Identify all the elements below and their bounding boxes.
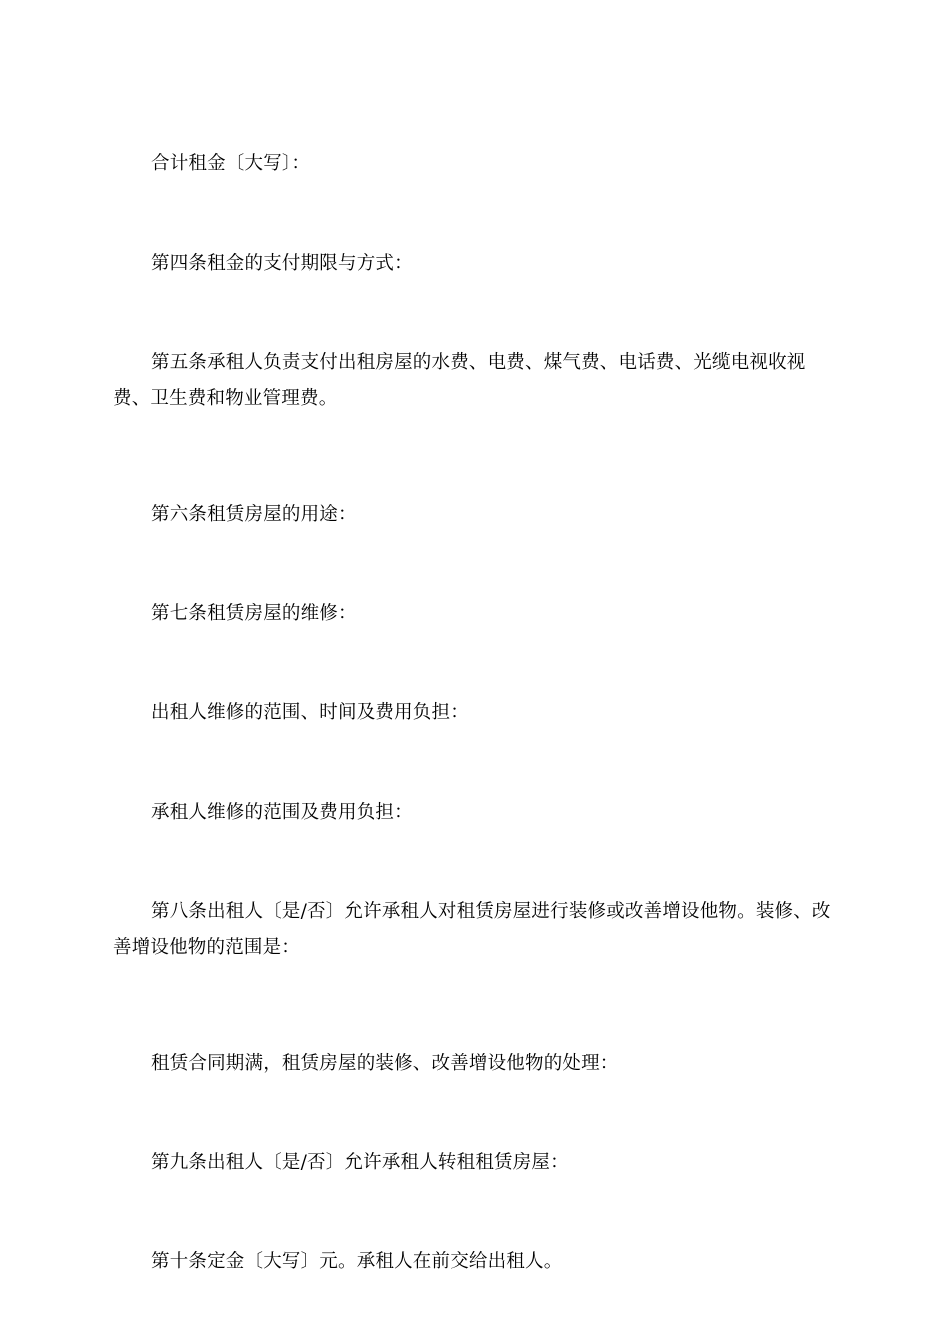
paragraph-article-9: 第九条出租人〔是/否〕允许承租人转租租赁房屋：	[151, 1152, 569, 1173]
paragraph-article-8: 第八条出租人〔是/否〕允许承租人对租赁房屋进行装修或改善增设他物。装修、改善增设他物的范围是：	[113, 901, 831, 958]
paragraph-lessor-repair: 出租人维修的范围、时间及费用负担：	[151, 702, 469, 723]
paragraph-article-5: 第五条承租人负责支付出租房屋的水费、电费、煤气费、电话费、光缆电视收视费、卫生费和物业管理费。	[113, 352, 806, 409]
paragraph-lease-expiry: 租赁合同期满，租赁房屋的装修、改善增设他物的处理：	[151, 1053, 619, 1074]
paragraph-article-4: 第四条租金的支付期限与方式：	[151, 253, 413, 274]
paragraph-article-6: 第六条租赁房屋的用途：	[151, 504, 357, 525]
paragraph-article-10: 第十条定金〔大写〕元。承租人在前交给出租人。	[151, 1251, 563, 1272]
paragraph-total-rent: 合计租金〔大写〕：	[151, 153, 311, 174]
paragraph-article-7: 第七条租赁房屋的维修：	[151, 603, 357, 624]
paragraph-lessee-repair: 承租人维修的范围及费用负担：	[151, 802, 413, 823]
